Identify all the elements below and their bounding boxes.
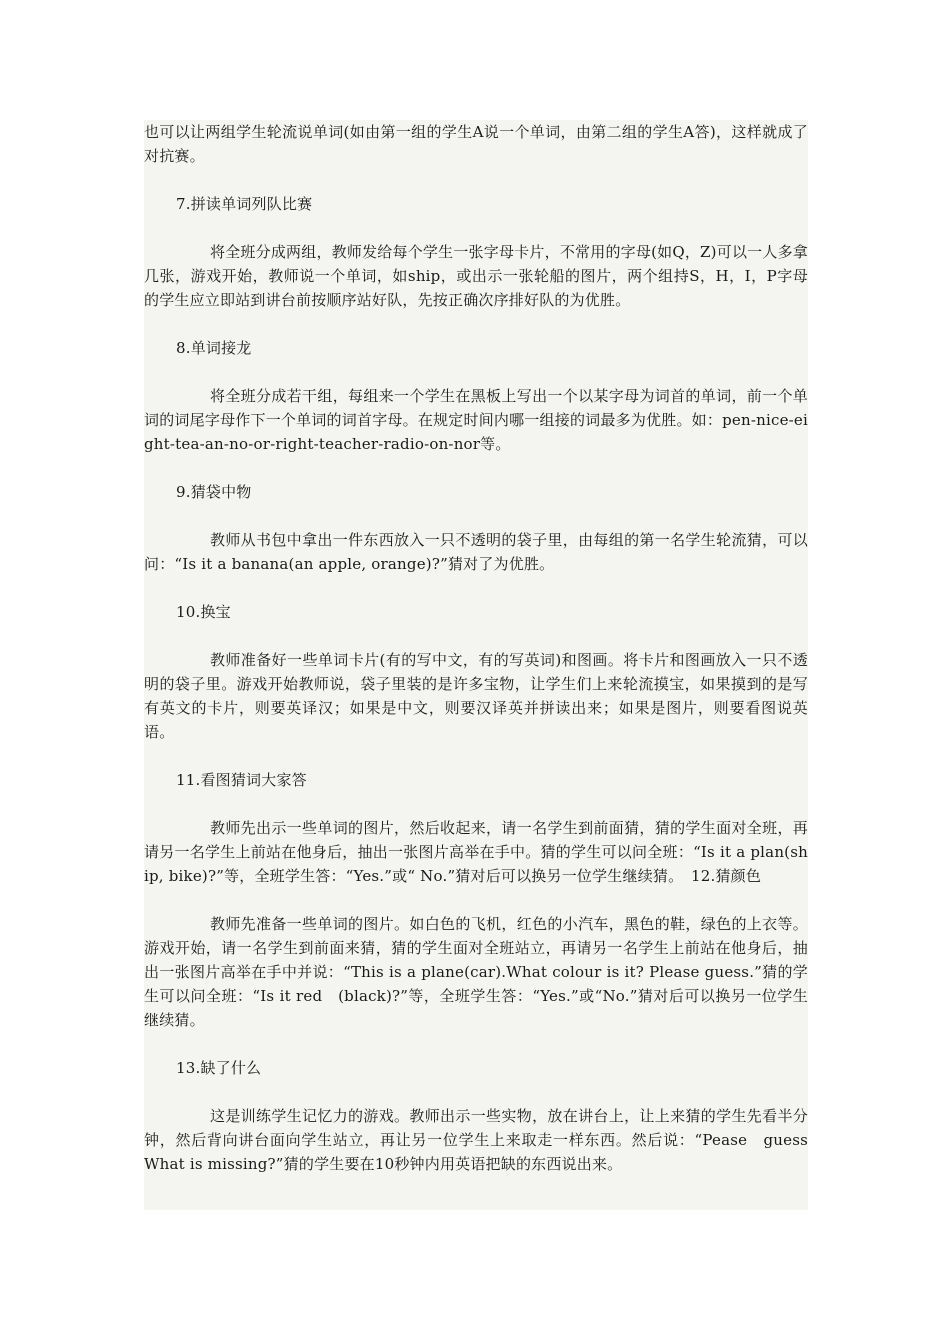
section-body-7: 将全班分成两组，教师发给每个学生一张字母卡片，不常用的字母(如Q，Z)可以一人多拿几张，游戏开始，教师说一个单词，如ship，或出示一张轮船的图片，两个组持S，H，I，P字母的学生应立即站到讲台前按顺序站好队，先按正确次序排好队的为优胜。 <box>144 243 808 309</box>
paragraph-gap <box>144 1080 808 1104</box>
section-heading-8: 8.单词接龙 <box>176 339 252 357</box>
paragraph-gap <box>144 504 808 528</box>
section-heading-11: 11.看图猜词大家答 <box>176 771 307 789</box>
section-body-10: 教师准备好一些单词卡片(有的写中文，有的写英词)和图画。将卡片和图画放入一只不透明的袋子里。游戏开始教师说，袋子里装的是许多宝物，让学生们上来轮流摸宝，如果摸到的是写有英文的卡片，则要英译汉；如果是中文，则要汉译英并拼读出来；如果是图片，则要看图说英语。 <box>144 651 808 741</box>
paragraph-gap <box>144 456 808 480</box>
section-heading-9: 9.猜袋中物 <box>176 483 252 501</box>
paragraph-gap <box>144 624 808 648</box>
section-body-13: 这是训练学生记忆力的游戏。教师出示一些实物，放在讲台上，让上来猜的学生先看半分钟，然后背向讲台面向学生站立，再让另一位学生上来取走一样东西。然后说：“Pease guess What is missing?”猜的学生要在10秒钟内用英语把缺的东西说出来。 <box>144 1107 808 1173</box>
paragraph-gap <box>144 576 808 600</box>
document-body <box>144 120 808 1210</box>
paragraph-gap <box>144 888 808 912</box>
paragraph-gap <box>144 360 808 384</box>
section-body-12: 教师先准备一些单词的图片。如白色的飞机，红色的小汽车，黑色的鞋，绿色的上衣等。游戏开始，请一名学生到前面来猜，猜的学生面对全班站立，再请另一名学生上前站在他身后，抽出一张图片高举在手中并说：“This is a plane(car).What colour is it? Please guess.”猜的学生可以问全班：“Is it red (black)?”等，全班学生答：“Yes.”或“No.”猜对后可以换另一位学生继续猜。 <box>144 915 808 1029</box>
paragraph-gap <box>144 1032 808 1056</box>
paragraph-gap <box>144 312 808 336</box>
paragraph-gap <box>144 216 808 240</box>
section-heading-7: 7.拼读单词列队比赛 <box>176 195 313 213</box>
paragraph-gap <box>144 168 808 192</box>
section-body-11: 教师先出示一些单词的图片，然后收起来，请一名学生到前面猜，猜的学生面对全班，再请另一名学生上前站在他身后，抽出一张图片高举在手中。猜的学生可以问全班：“Is it a plan(ship, bike)?”等，全班学生答：“Yes.”或“ No.”猜对后可以换另一位学生继续猜。 12.猜颜色 <box>144 819 808 885</box>
section-heading-10: 10.换宝 <box>176 603 231 621</box>
section-heading-13: 13.缺了什么 <box>176 1059 262 1077</box>
paragraph-continued: 也可以让两组学生轮流说单词(如由第一组的学生A说一个单词，由第二组的学生A答)，这样就成了对抗赛。 <box>144 123 808 165</box>
paragraph-gap <box>144 792 808 816</box>
paragraph-gap <box>144 744 808 768</box>
section-body-9: 教师从书包中拿出一件东西放入一只不透明的袋子里，由每组的第一名学生轮流猜，可以问：“Is it a banana(an apple, orange)?”猜对了为优胜。 <box>144 531 808 573</box>
section-body-8: 将全班分成若干组，每组来一个学生在黑板上写出一个以某字母为词首的单词，前一个单词的词尾字母作下一个单词的词首字母。在规定时间内哪一组接的词最多为优胜。如：pen-nice-eight-tea-an-no-or-right-teacher-radio-on-nor等。 <box>144 387 808 453</box>
